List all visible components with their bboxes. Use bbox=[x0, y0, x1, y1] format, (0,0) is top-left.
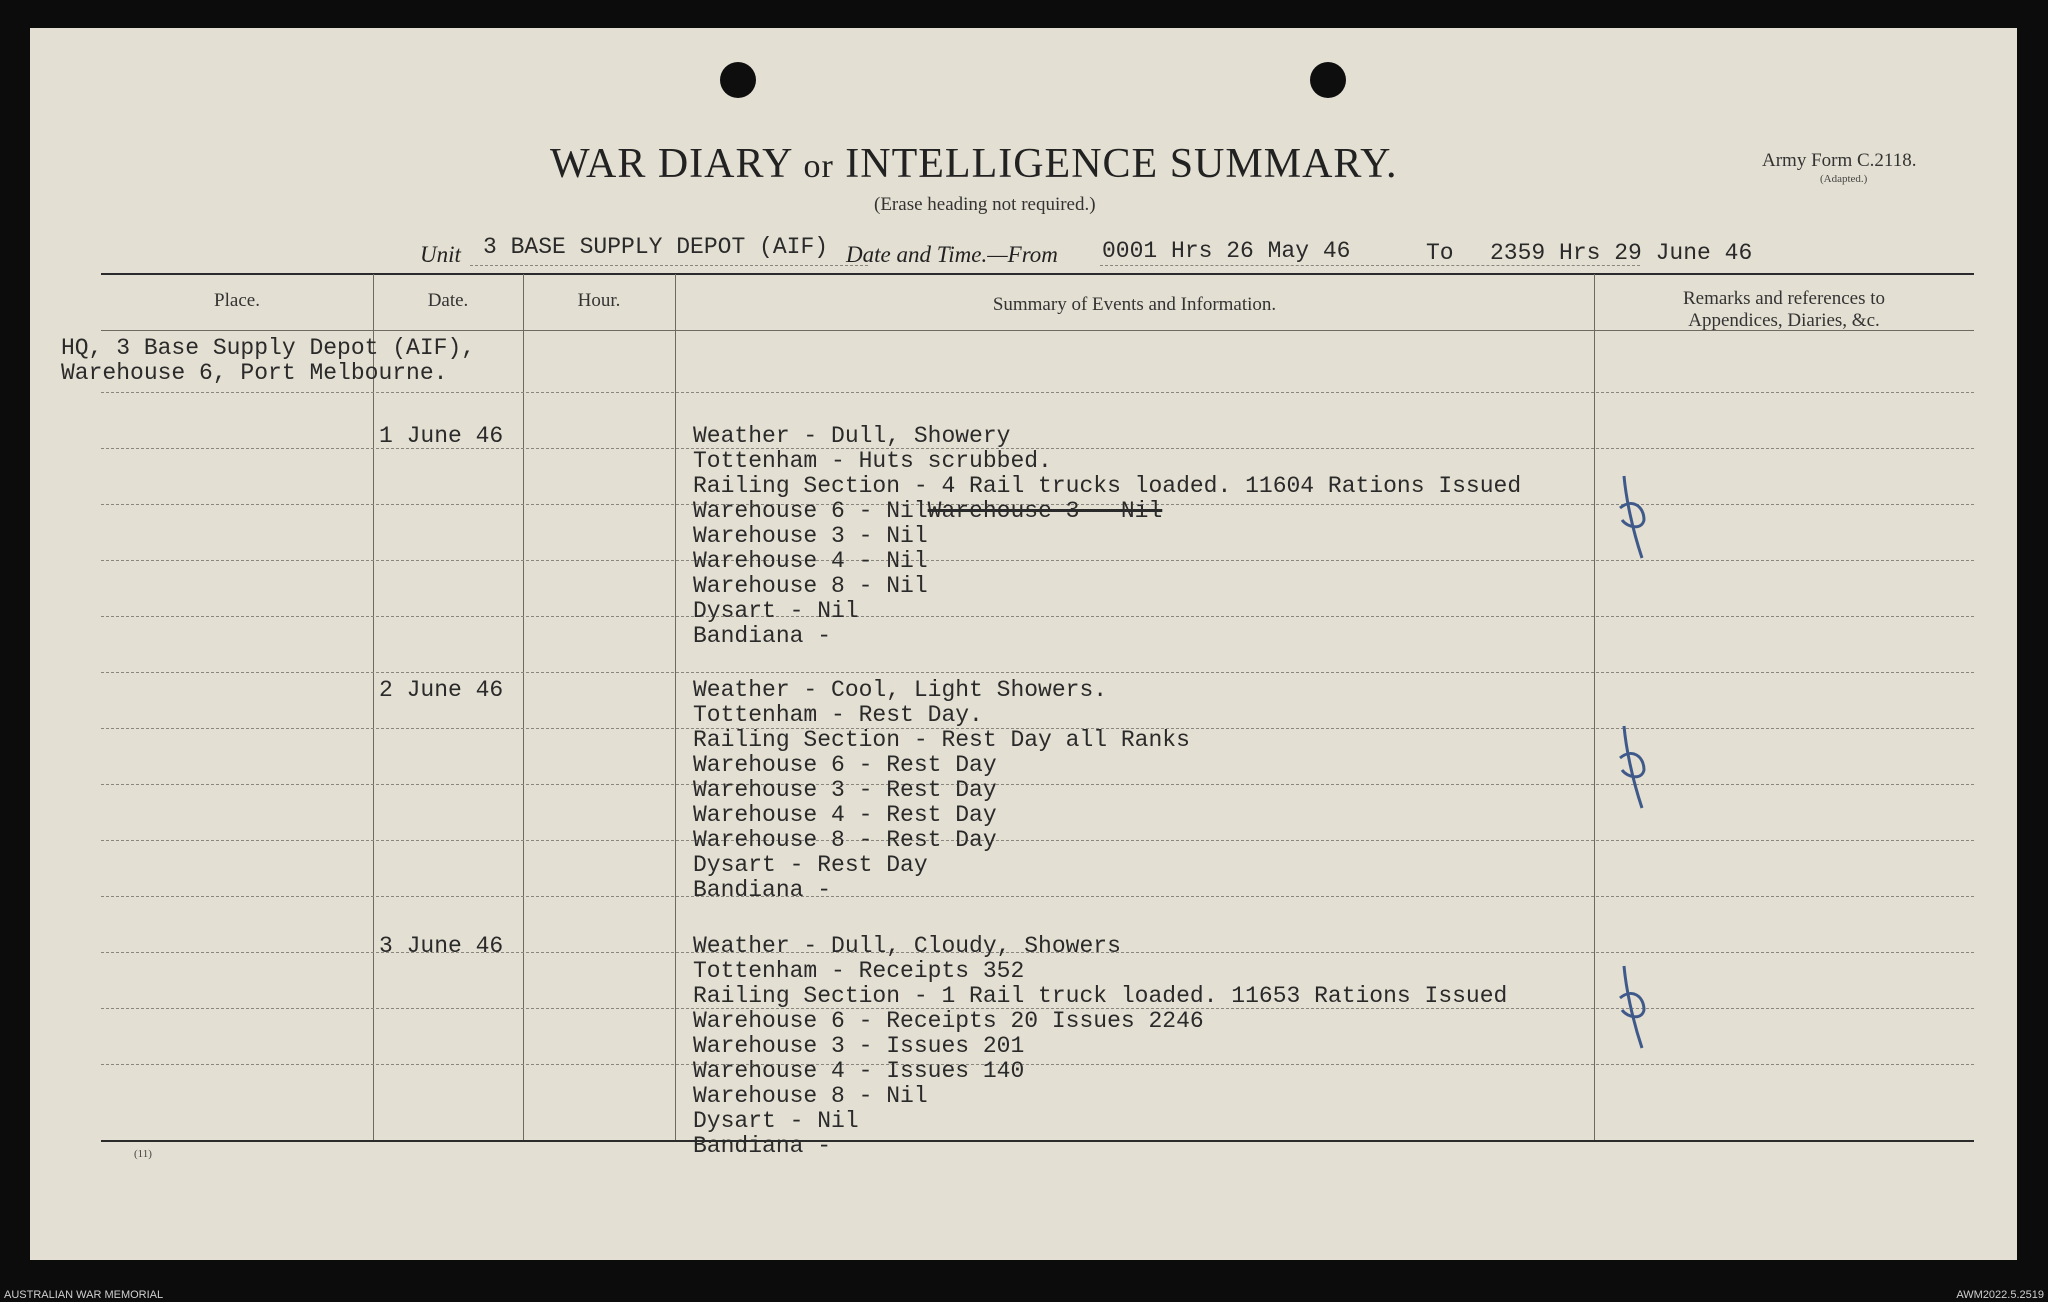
footer-institution: AUSTRALIAN WAR MEMORIAL bbox=[4, 1289, 164, 1301]
summary-line: Warehouse 3 - Issues 201 bbox=[693, 1033, 1025, 1059]
place-line-2: Warehouse 6, Port Melbourne. bbox=[61, 360, 448, 386]
summary-line: Weather - Cool, Light Showers. bbox=[693, 677, 1108, 703]
summary-line: Bandiana - bbox=[693, 877, 832, 903]
summary-line: Dysart - Nil bbox=[693, 598, 859, 624]
diary-page bbox=[30, 28, 2017, 1260]
summary-line: Tottenham - Rest Day. bbox=[693, 702, 983, 728]
header-place: Place. bbox=[214, 290, 260, 311]
summary-line: Warehouse 4 - Issues 140 bbox=[693, 1058, 1025, 1084]
summary-line: Warehouse 4 - Nil bbox=[693, 548, 928, 574]
summary-line: Bandiana - bbox=[693, 1133, 832, 1159]
date-2-june: 2 June 46 bbox=[379, 677, 504, 703]
form-print-number: (11) bbox=[134, 1148, 152, 1160]
unit-label: Unit bbox=[420, 242, 461, 267]
unit-value: 3 BASE SUPPLY DEPOT (AIF) bbox=[483, 234, 829, 260]
summary-line: Warehouse 8 - Nil bbox=[693, 1083, 928, 1109]
date-3-june: 3 June 46 bbox=[379, 933, 504, 959]
header-remarks: Remarks and references to Appendices, Diaries, &c. bbox=[1682, 288, 1886, 331]
summary-line: Warehouse 6 - Rest Day bbox=[693, 752, 997, 778]
summary-line: Dysart - Rest Day bbox=[693, 852, 928, 878]
header-hour: Hour. bbox=[577, 290, 621, 311]
summary-line: Dysart - Nil bbox=[693, 1108, 859, 1134]
summary-line: Railing Section - Rest Day all Ranks bbox=[693, 727, 1190, 753]
summary-line: Weather - Dull, Cloudy, Showers bbox=[693, 933, 1121, 959]
page-subtitle: (Erase heading not required.) bbox=[874, 194, 1096, 215]
date-time-label: Date and Time.—From bbox=[846, 242, 1058, 267]
summary-line: Railing Section - 4 Rail trucks loaded. 11604 Rations Issued bbox=[693, 473, 1522, 499]
to-value: 2359 Hrs 29 June 46 bbox=[1490, 240, 1753, 266]
summary-line: Tottenham - Huts scrubbed. bbox=[693, 448, 1052, 474]
handwritten-initial-mark bbox=[1614, 958, 1664, 1058]
adapted-note: (Adapted.) bbox=[1820, 173, 1868, 185]
summary-line: Warehouse 4 - Rest Day bbox=[693, 802, 997, 828]
date-1-june: 1 June 46 bbox=[379, 423, 504, 449]
summary-line: Bandiana - bbox=[693, 623, 832, 649]
summary-line: Railing Section - 1 Rail truck loaded. 11653 Rations Issued bbox=[693, 983, 1508, 1009]
summary-line: Weather - Dull, Showery bbox=[693, 423, 1011, 449]
header-date: Date. bbox=[427, 290, 469, 311]
punch-hole-left bbox=[720, 62, 756, 98]
struck-out-text: Warehouse 3 - Nil bbox=[927, 498, 1163, 524]
place-line-1: HQ, 3 Base Supply Depot (AIF), bbox=[61, 335, 476, 361]
summary-line: Warehouse 8 - Rest Day bbox=[693, 827, 997, 853]
from-value: 0001 Hrs 26 May 46 bbox=[1102, 238, 1351, 264]
summary-line: Tottenham - Receipts 352 bbox=[693, 958, 1025, 984]
summary-line: Warehouse 3 - Nil bbox=[693, 523, 928, 549]
page-title: WAR DIARY or INTELLIGENCE SUMMARY. bbox=[550, 141, 1398, 187]
handwritten-initial-mark bbox=[1614, 468, 1664, 568]
header-summary: Summary of Events and Information. bbox=[992, 294, 1277, 315]
to-label: To bbox=[1426, 240, 1454, 266]
footer-accession-number: AWM2022.5.2519 bbox=[1956, 1289, 2044, 1301]
summary-line: Warehouse 6 - Receipts 20 Issues 2246 bbox=[693, 1008, 1204, 1034]
handwritten-initial-mark bbox=[1614, 718, 1664, 818]
summary-line: Warehouse 3 - Rest Day bbox=[693, 777, 997, 803]
punch-hole-right bbox=[1310, 62, 1346, 98]
summary-line: Warehouse 6 - NilWarehouse 3 - Nil bbox=[693, 498, 1163, 524]
army-form-number: Army Form C.2118. bbox=[1762, 150, 1917, 171]
summary-line: Warehouse 8 - Nil bbox=[693, 573, 928, 599]
